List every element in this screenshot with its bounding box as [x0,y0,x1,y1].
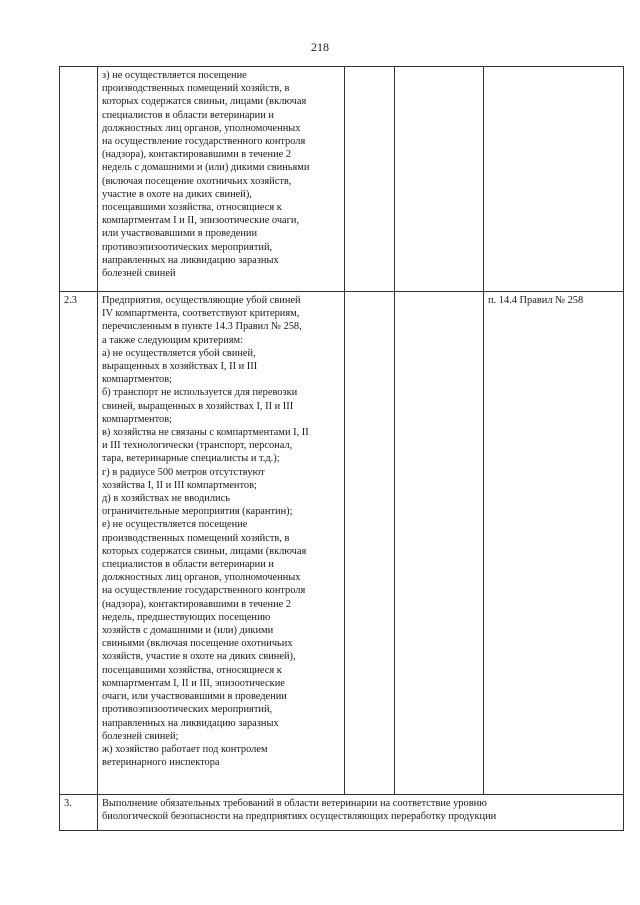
row-number: 2.3 [60,292,98,795]
table-row [60,67,624,292]
section-title: Выполнение обязательных требований в области ветеринарии на соответствие уровню биологической безопасности на предприятиях осуществляющих переработку продукции [98,795,624,831]
row-number [60,67,98,292]
requirement-text: з) не осуществляется посещение производственных помещений хозяйств, в которых содержатся свиньи, лицами (включая специалистов в области ветеринарии и должностных лиц органов, уполномоченных на осуществление государственного контроля (надзора), контактировавшими в течение 2 недель с домашними и (или) дикими свиньями (включая посещение охотничьих хозяйств, участие в охоте на диких свиней), посещавшими хозяйства, относящиеся к компартментам I и II, эпизоотические очаги, или участвовавшими в проведении противоэпизоотических мероприятий, направленных на ликвидацию заразных болезней свиней [98,67,345,292]
table-row [60,292,624,795]
requirements-table [59,66,624,831]
section-number: 3. [60,795,98,831]
empty-cell [395,67,484,292]
legal-reference: п. 14.4 Правил № 258 [484,292,624,795]
empty-cell [395,292,484,795]
legal-reference [484,67,624,292]
section-row [60,795,624,831]
requirement-text: Предприятия, осуществляющие убой свиней IV компартмента, соответствуют критериям, перечисленным в пункте 14.3 Правил № 258, а также следующим критериям: а) не осуществляется убой свиней, выращенных в хозяйствах I, II и III компартментов; б) транспорт не используется для перевозки свиней, выращенных в хозяйствах I, II и III компартментов; в) хозяйства не связаны с компартментами I, II и III технологически (транспорт, персонал, тара, ветеринарные специалисты и т.д.); г) в радиусе 500 метров отсутствуют хозяйства I, II и III компартментов; д) в хозяйствах не вводились ограничительные мероприятия (карантин); е) не осуществляется посещение производственных помещений хозяйств, в которых содержатся свиньи, лицами (включая специалистов в области ветеринарии и должностных лиц органов, уполномоченных на осуществление государственного контроля (надзора), контактировавшими в течение 2 недель, предшествующих посещению хозяйств с домашними и (или) дикими свиньями (включая посещение охотничьих хозяйств, участие в охоте на диких свиней), посещавшими хозяйства, относящиеся к компартментам I, II и III, эпизоотические очаги, или участвовавшими в проведении противоэпизоотических мероприятий, направленных на ликвидацию заразных болезней свиней; ж) хозяйство работает под контролем ветеринарного инспектора [98,292,345,795]
page-number: 218 [311,40,329,54]
empty-cell [345,292,395,795]
empty-cell [345,67,395,292]
